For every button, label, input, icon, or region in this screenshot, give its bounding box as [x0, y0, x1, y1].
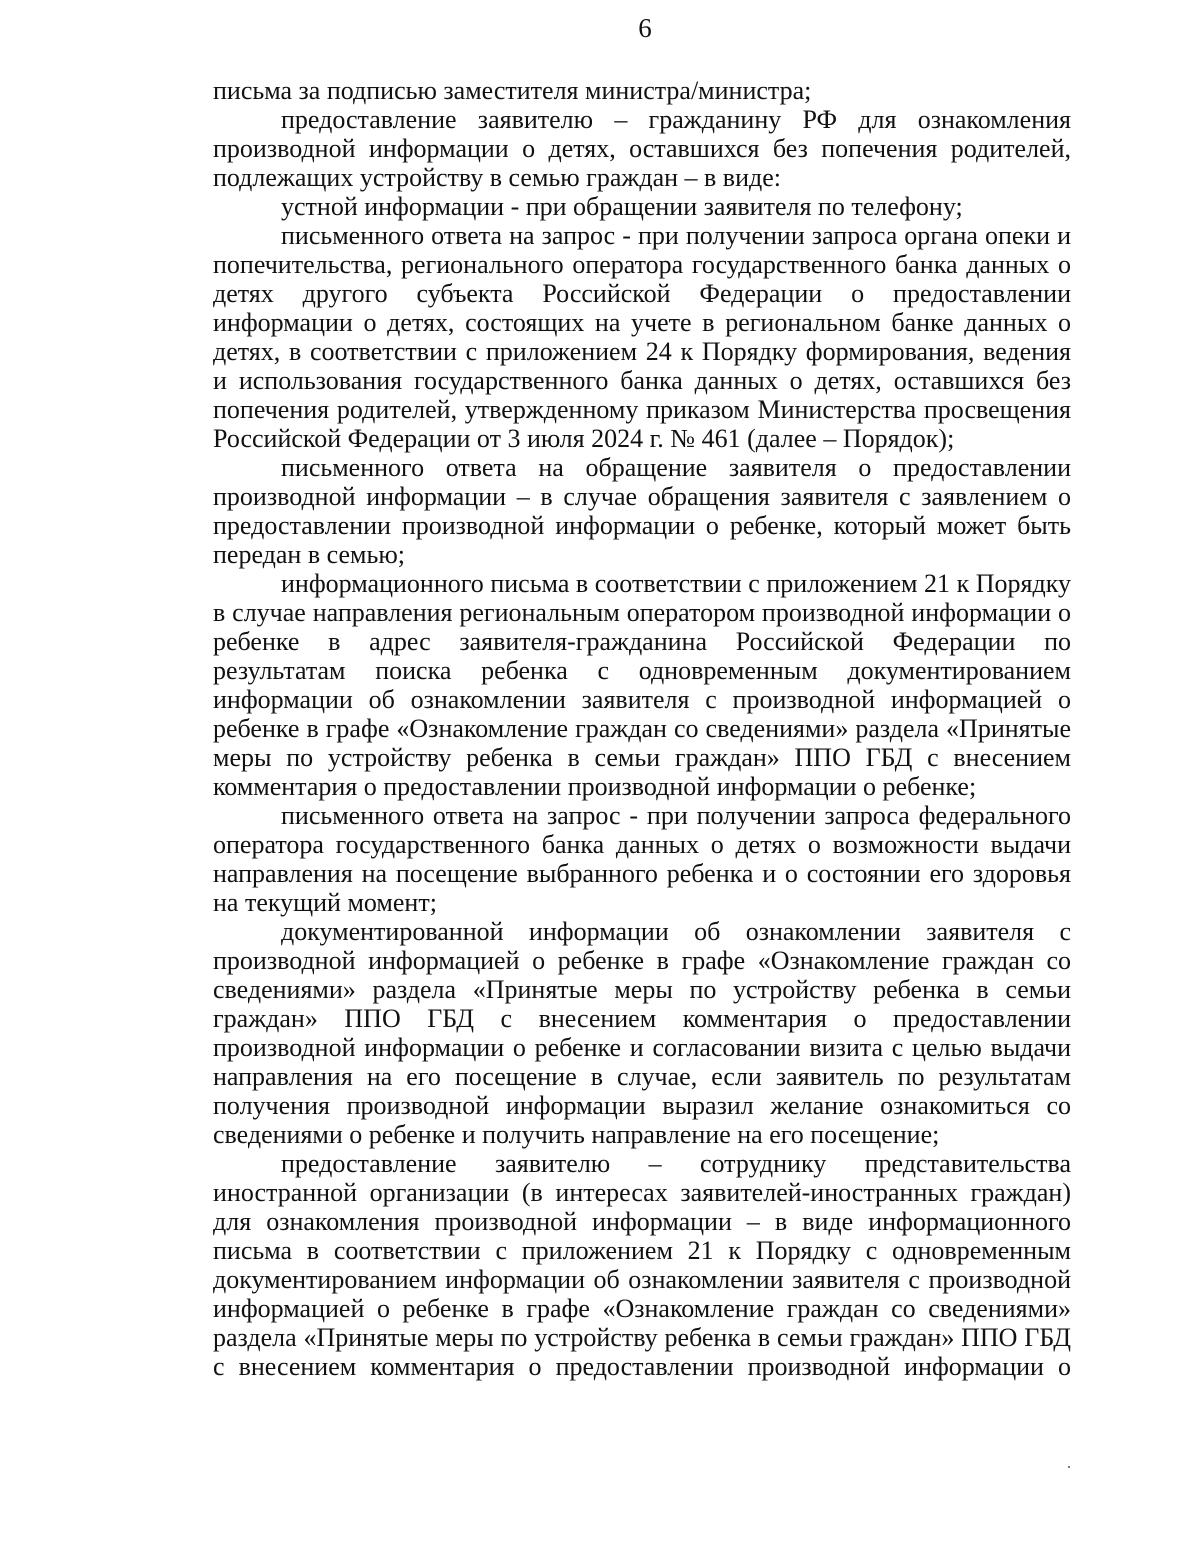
- paragraph: устной информации - при обращении заявителя по телефону;: [281, 192, 963, 221]
- paragraph: письменного ответа на запрос - при получении запроса федерального оператора государственного банка данных о детях о возможности выдачи направления на посещение выбранного ребенка и о состоянии его здоровья на текущий момент;: [213, 801, 1071, 917]
- page-number: 6: [638, 13, 652, 43]
- document-body: [213, 76, 1071, 1381]
- paragraph: письменного ответа на запрос - при получении запроса органа опеки и попечительства, регионального оператора государственного банка данных о детях другого субъекта Российской Федерации о предоставлении информации о детях, состоящих на учете в региональном банке данных о детях, в соответствии с приложением 24 к Порядку формирования, ведения и использования государственного банка данных о детях, оставшихся без попечения родителей, утвержденному приказом Министерства просвещения Российской Федерации от 3 июля 2024 г. № 461 (далее – Порядок);: [213, 221, 1071, 453]
- paragraph: документированной информации об ознакомлении заявителя с производной информацией о ребенке в графе «Ознакомление граждан со сведениями» раздела «Принятые меры по устройству ребенка в семьи граждан» ППО ГБД с внесением комментария о предоставлении производной информации о ребенке и согласовании визита с целью выдачи направления на его посещение в случае, если заявитель по результатам получения производной информации выразил желание ознакомиться со сведениями о ребенке и получить направление на его посещение;: [213, 917, 1071, 1149]
- paragraph: предоставление заявителю – гражданину РФ для ознакомления производной информации о детях, оставшихся без попечения родителей, подлежащих устройству в семью граждан – в виде:: [213, 105, 1071, 192]
- scan-speck: [1068, 1466, 1070, 1468]
- paragraph: информационного письма в соответствии с приложением 21 к Порядку в случае направления региональным оператором производной информации о ребенке в адрес заявителя-гражданина Российской Федерации по результатам поиска ребенка с одновременным документированием информации об ознакомлении заявителя с производной информацией о ребенке в графе «Ознакомление граждан со сведениями» раздела «Принятые меры по устройству ребенка в семьи граждан» ППО ГБД с внесением комментария о предоставлении производной информации о ребенке;: [213, 569, 1071, 801]
- paragraph: письма за подписью заместителя министра/министра;: [213, 76, 812, 105]
- paragraph: предоставление заявителю – сотруднику представительства иностранной организации (в интересах заявителей-иностранных граждан) для ознакомления производной информации – в виде информационного письма в соответствии с приложением 21 к Порядку с одновременным документированием информации об ознакомлении заявителя с производной информацией о ребенке в графе «Ознакомление граждан со сведениями» раздела «Принятые меры по устройству ребенка в семьи граждан» ППО ГБД с внесением комментария о предоставлении производной информации о: [213, 1149, 1071, 1381]
- paragraph: письменного ответа на обращение заявителя о предоставлении производной информации – в случае обращения заявителя с заявлением о предоставлении производной информации о ребенке, который может быть передан в семью;: [213, 453, 1071, 569]
